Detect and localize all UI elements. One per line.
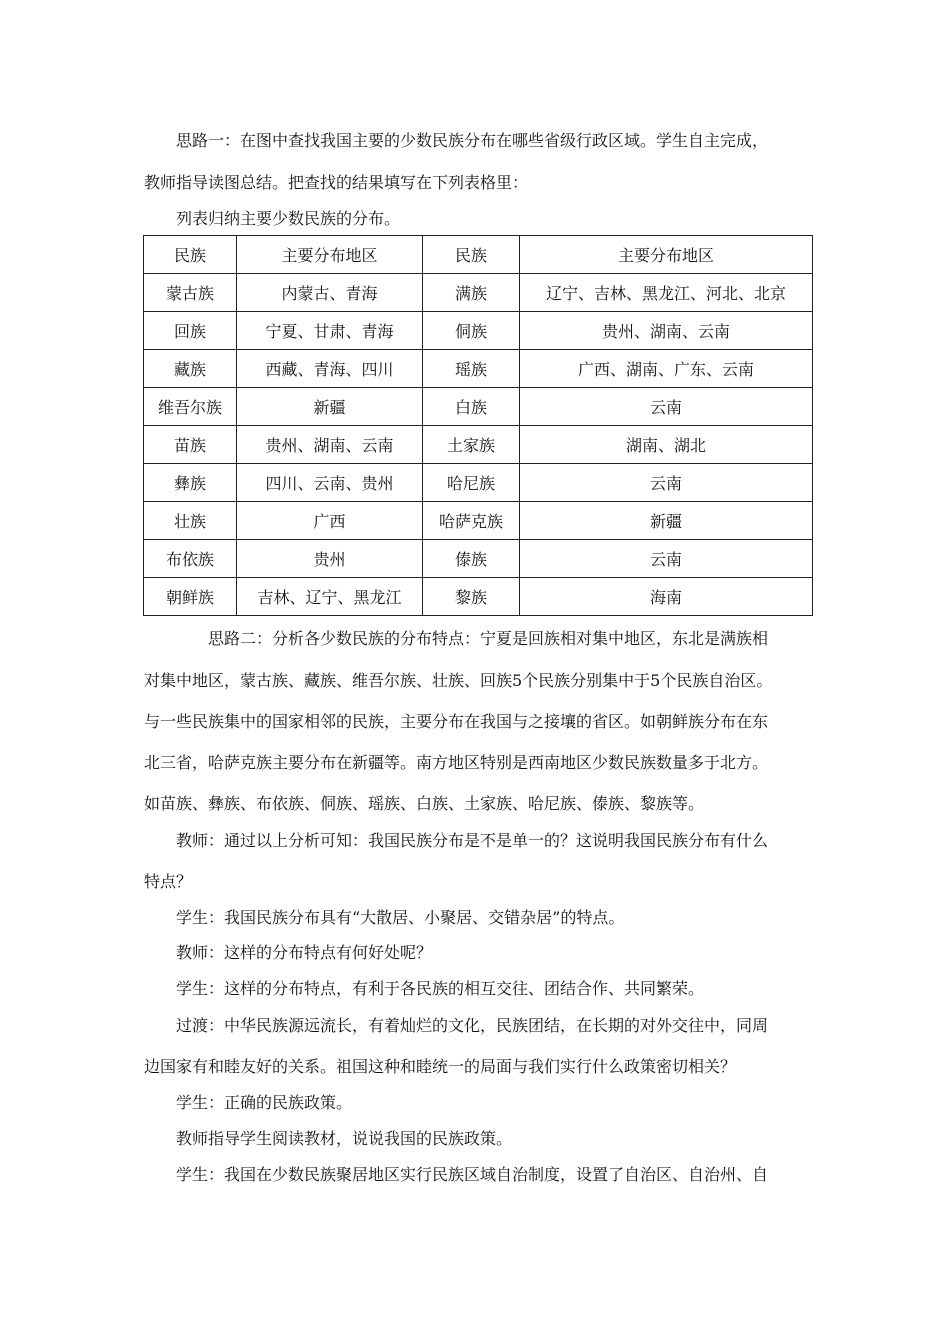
table-cell: 满族	[423, 274, 520, 312]
table-cell: 新疆	[237, 388, 423, 426]
table-cell: 贵州、湖南、云南	[237, 426, 423, 464]
idea2-line-4: 北三省，哈萨克族主要分布在新疆等。南方地区特别是西南地区少数民族数量多于北方。	[144, 753, 769, 772]
table-cell: 蒙古族	[144, 274, 237, 312]
table-cell: 土家族	[423, 426, 520, 464]
table-cell: 贵州、湖南、云南	[520, 312, 813, 350]
table-cell: 广西、湖南、广东、云南	[520, 350, 813, 388]
idea2-line-5: 如苗族、彝族、布依族、侗族、瑶族、白族、土家族、哈尼族、傣族、黎族等。	[144, 794, 705, 813]
table-row	[144, 312, 813, 350]
table-cell: 侗族	[423, 312, 520, 350]
table-cell: 哈萨克族	[423, 502, 520, 540]
table-cell: 海南	[520, 578, 813, 616]
transition-line-2: 边国家有和睦友好的关系。祖国这种和睦统一的局面与我们实行什么政策密切相关？	[144, 1057, 737, 1076]
table-row	[144, 274, 813, 312]
teacher-instruction: 教师指导学生阅读教材，说说我国的民族政策。	[176, 1129, 513, 1148]
student-answer-4: 学生：我国在少数民族聚居地区实行民族区域自治制度，设置了自治区、自治州、自	[176, 1165, 769, 1184]
header-cell: 主要分布地区	[237, 236, 423, 274]
table-cell: 藏族	[144, 350, 237, 388]
table-cell: 贵州	[237, 540, 423, 578]
teacher-question-1-cont: 特点？	[144, 872, 193, 891]
table-cell: 广西	[237, 502, 423, 540]
table-cell: 内蒙古、青海	[237, 274, 423, 312]
idea2-line-1: 思路二：分析各少数民族的分布特点：宁夏是回族相对集中地区，东北是满族相	[208, 629, 769, 648]
table-cell: 新疆	[520, 502, 813, 540]
table-cell: 壮族	[144, 502, 237, 540]
header-cell: 民族	[423, 236, 520, 274]
table-row	[144, 350, 813, 388]
teacher-question-1: 教师：通过以上分析可知：我国民族分布是不是单一的？这说明我国民族分布有什么	[176, 831, 769, 850]
table-cell: 西藏、青海、四川	[237, 350, 423, 388]
table-cell: 黎族	[423, 578, 520, 616]
table-cell: 云南	[520, 540, 813, 578]
intro-line-2: 教师指导读图总结。把查找的结果填写在下列表格里：	[144, 173, 529, 192]
intro-line-1: 思路一：在图中查找我国主要的少数民族分布在哪些省级行政区域。学生自主完成，	[176, 131, 769, 150]
student-answer-3: 学生：正确的民族政策。	[176, 1093, 353, 1112]
table-row	[144, 540, 813, 578]
table-cell: 彝族	[144, 464, 237, 502]
table-cell: 回族	[144, 312, 237, 350]
transition-line-1: 过渡：中华民族源远流长，有着灿烂的文化，民族团结，在长期的对外交往中，同周	[176, 1016, 769, 1035]
idea2-line-3: 与一些民族集中的国家相邻的民族，主要分布在我国与之接壤的省区。如朝鲜族分布在东	[144, 712, 769, 731]
table-caption: 列表归纳主要少数民族的分布。	[176, 209, 401, 228]
header-cell: 民族	[144, 236, 237, 274]
table-row	[144, 502, 813, 540]
student-answer-2: 学生：这样的分布特点，有利于各民族的相互交往、团结合作、共同繁荣。	[176, 979, 705, 998]
table-cell: 苗族	[144, 426, 237, 464]
table-cell: 宁夏、甘肃、青海	[237, 312, 423, 350]
table-cell: 辽宁、吉林、黑龙江、河北、北京	[520, 274, 813, 312]
table-cell: 傣族	[423, 540, 520, 578]
table-cell: 云南	[520, 464, 813, 502]
table-header-row	[144, 236, 813, 274]
idea2-line-2: 对集中地区，蒙古族、藏族、维吾尔族、壮族、回族5个民族分别集中于5个民族自治区。	[144, 671, 773, 690]
table-cell: 四川、云南、贵州	[237, 464, 423, 502]
table-row	[144, 388, 813, 426]
minority-distribution-table	[143, 235, 813, 616]
teacher-question-2: 教师：这样的分布特点有何好处呢？	[176, 943, 433, 962]
header-cell: 主要分布地区	[520, 236, 813, 274]
table-cell: 云南	[520, 388, 813, 426]
table-row	[144, 464, 813, 502]
table-row	[144, 426, 813, 464]
table-cell: 朝鲜族	[144, 578, 237, 616]
table-cell: 哈尼族	[423, 464, 520, 502]
table-cell: 白族	[423, 388, 520, 426]
table-cell: 布依族	[144, 540, 237, 578]
table-row	[144, 578, 813, 616]
table-cell: 湖南、湖北	[520, 426, 813, 464]
table-cell: 瑶族	[423, 350, 520, 388]
student-answer-1: 学生：我国民族分布具有“大散居、小聚居、交错杂居”的特点。	[176, 908, 625, 927]
table-cell: 吉林、辽宁、黑龙江	[237, 578, 423, 616]
table-cell: 维吾尔族	[144, 388, 237, 426]
